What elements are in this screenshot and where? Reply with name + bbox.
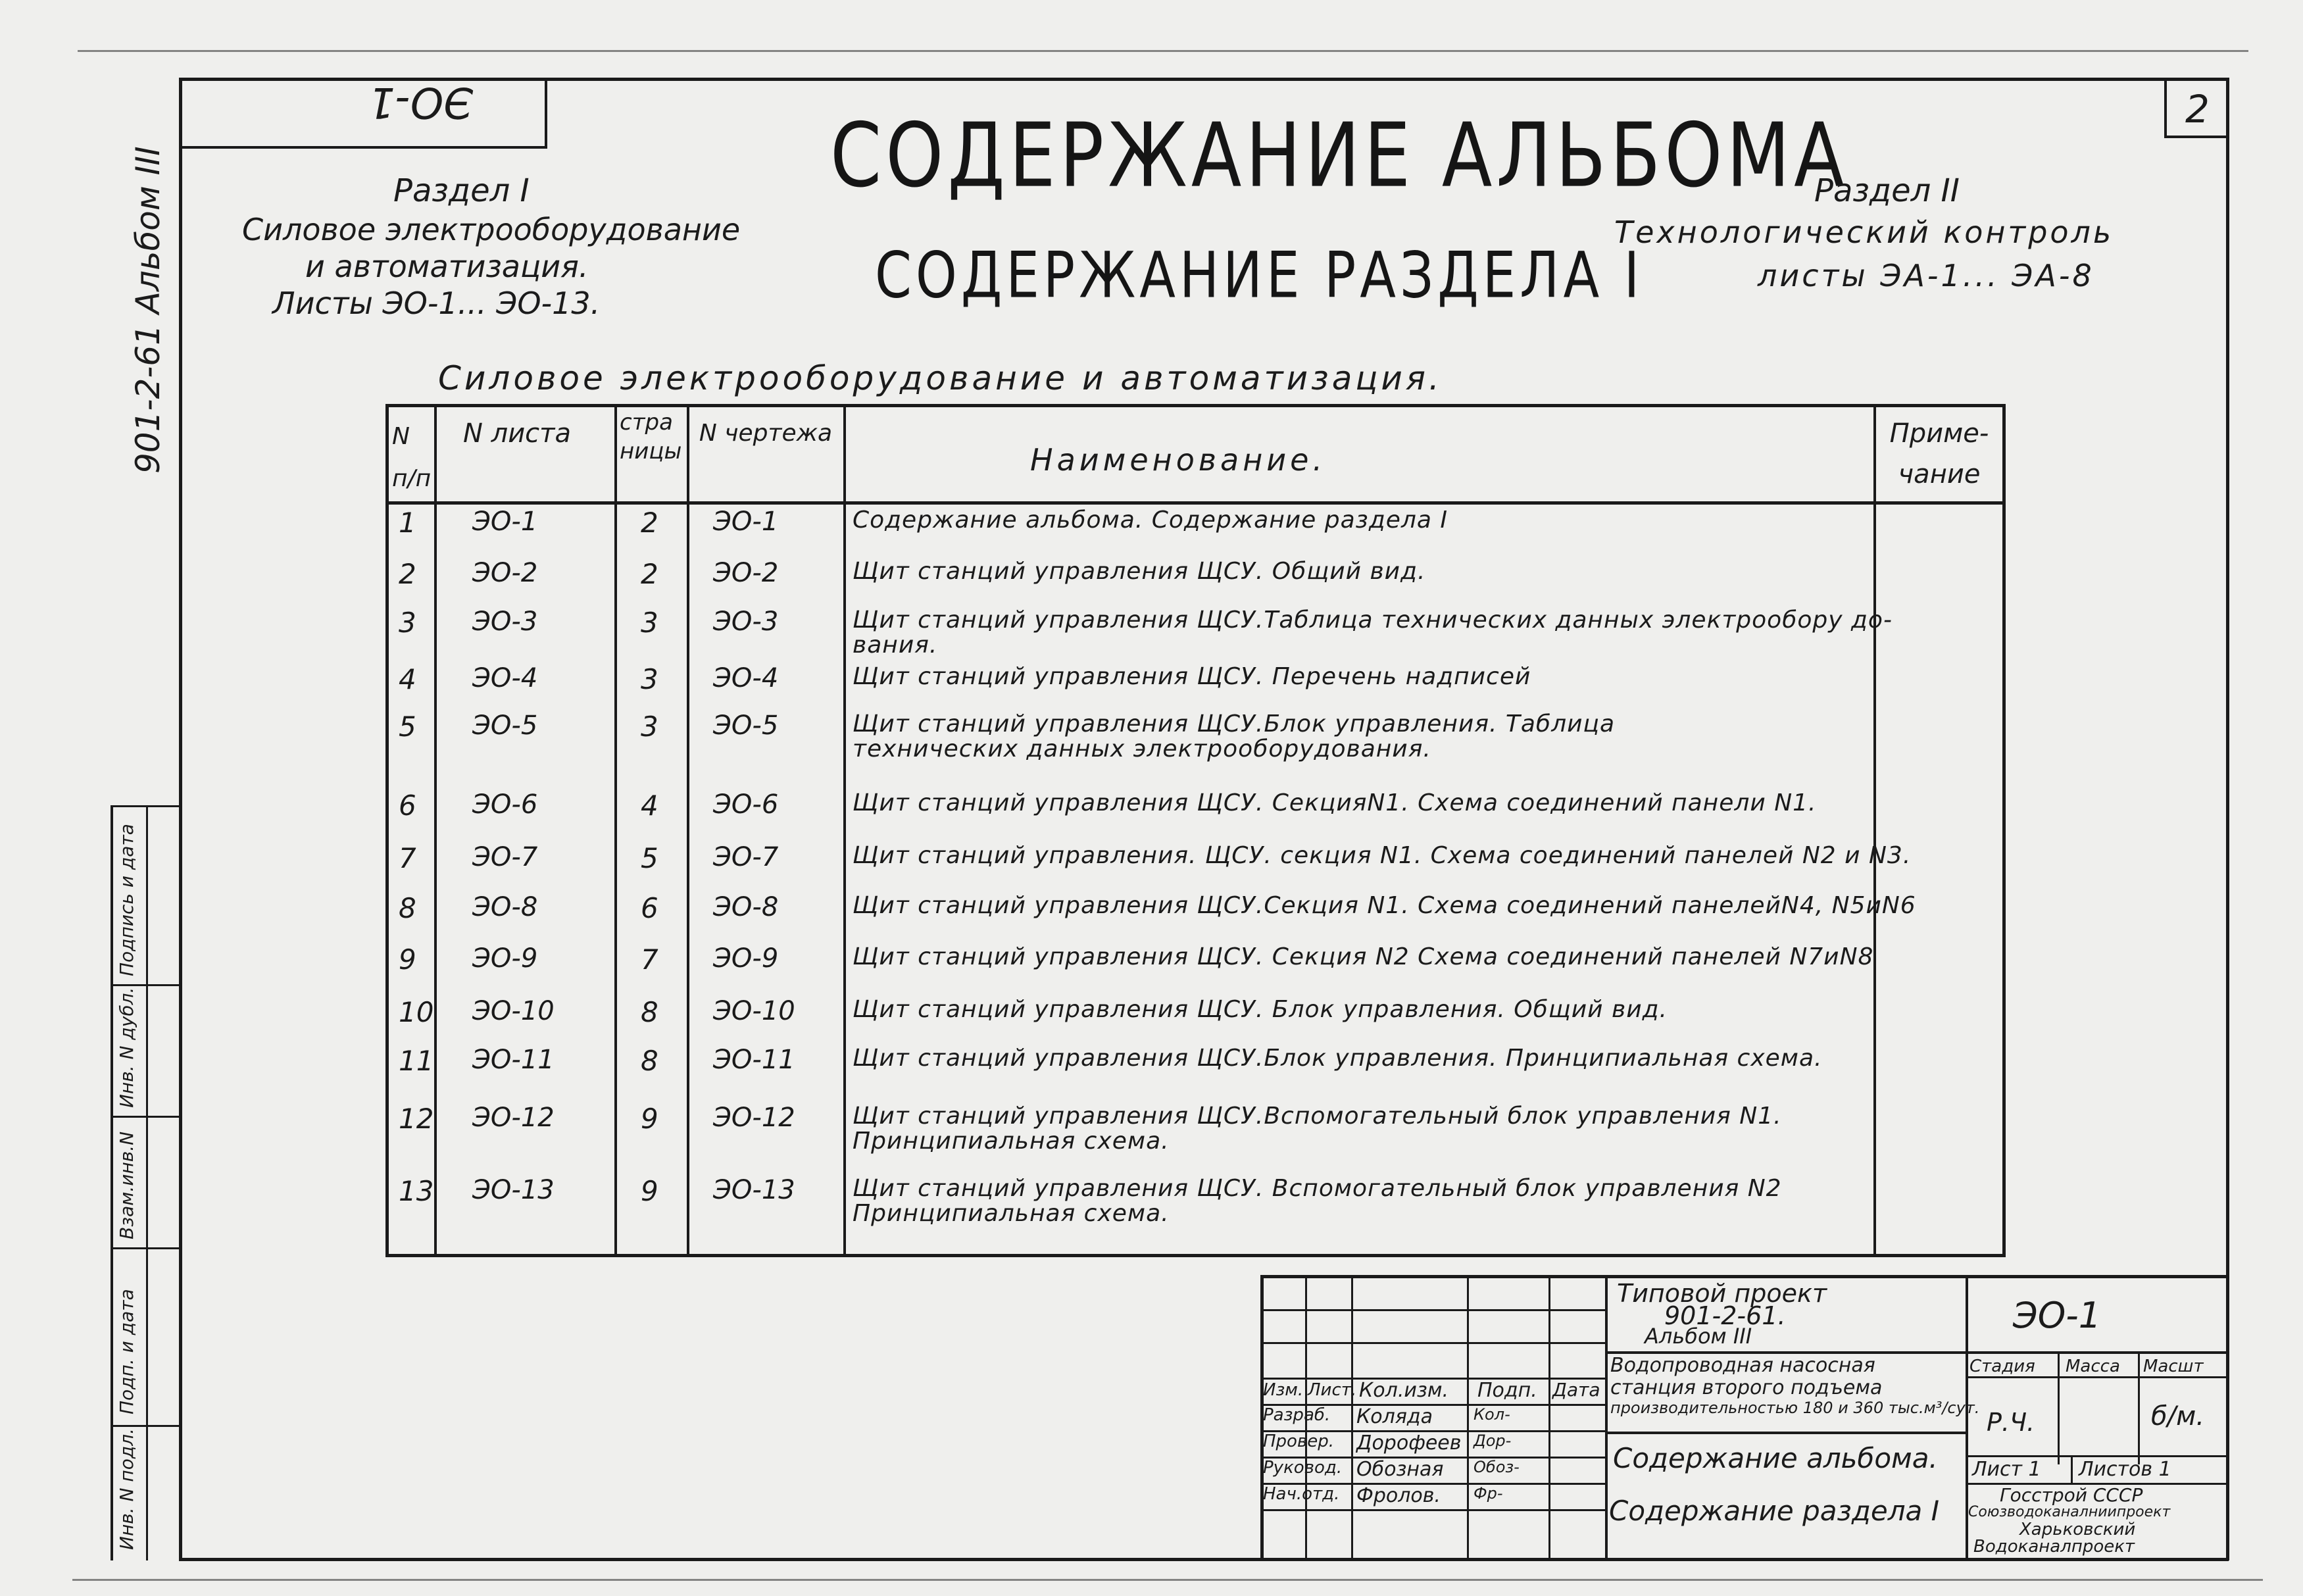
row-drawing: ЭО-2 <box>713 558 779 588</box>
row-name-line: Щит станций управления ЩСУ. Перечень надписей <box>853 663 1531 690</box>
table-col-4 <box>843 404 846 1257</box>
row-number: 13 <box>399 1175 434 1207</box>
tb-person-name: Фролов. <box>1356 1484 1441 1507</box>
tb-org-1: Госстрой СССР <box>2000 1484 2143 1506</box>
row-number: 11 <box>399 1045 434 1077</box>
row-sheet: ЭО-7 <box>472 842 538 872</box>
row-number: 6 <box>399 789 416 822</box>
table-header-bottom <box>385 501 2005 505</box>
tb-person-sign: Дор- <box>1473 1432 1512 1450</box>
tb-row-right-3 <box>1966 1376 2229 1378</box>
row-name-line: Щит станций управления ЩСУ.Секция N1. Схема соединений панелейN4, N5иN6 <box>853 892 1916 919</box>
tb-person-name: Коляда <box>1356 1405 1433 1428</box>
tb-col-g <box>2058 1353 2060 1464</box>
tb-row-1 <box>1260 1309 1606 1311</box>
frame-top <box>179 78 2229 81</box>
section2-line1: Технологический контроль <box>1614 214 2114 250</box>
tb-doc-name-1: Содержание альбома. <box>1613 1442 1938 1474</box>
tb-col-list: Лист. <box>1308 1380 1357 1400</box>
row-drawing: ЭО-11 <box>713 1045 795 1075</box>
table-col-2 <box>614 404 617 1257</box>
stamp-podp-data: Подп. и дата <box>116 1289 137 1414</box>
tb-project-2: 901-2-61. <box>1664 1301 1786 1330</box>
tb-org-3: Харьковский <box>2019 1520 2136 1539</box>
tb-person-role: Руковод. <box>1263 1458 1343 1478</box>
tb-scale-header: Масшт <box>2143 1357 2204 1376</box>
header-sheet: N листа <box>462 418 571 449</box>
tb-mass-header: Масса <box>2066 1357 2120 1376</box>
table-caption: Силовое электрооборудование и автоматизация. <box>438 359 1443 397</box>
row-page: 9 <box>641 1103 658 1135</box>
header-drawing: N чертежа <box>699 420 833 447</box>
section2-line2: листы ЭА-1... ЭА-8 <box>1758 258 2094 293</box>
row-name-line: Щит станций управления ЩСУ. СекцияN1. Схема соединений панели N1. <box>853 789 1817 816</box>
tb-person-name: Обозная <box>1356 1458 1444 1481</box>
margin-album-text: 901-2-61 Альбом III <box>129 146 167 474</box>
row-sheet: ЭО-2 <box>472 558 538 588</box>
tb-top <box>1260 1275 2229 1278</box>
tb-person-role: Провер. <box>1263 1432 1335 1451</box>
frame-left <box>179 78 182 1560</box>
row-drawing: ЭО-13 <box>713 1175 795 1205</box>
header-page: стра ницы <box>620 409 682 464</box>
tb-col-c <box>1467 1275 1469 1560</box>
table-bottom <box>385 1254 2005 1257</box>
tb-stage-header: Стадия <box>1969 1357 2035 1376</box>
row-number: 2 <box>399 558 416 590</box>
table-col-1 <box>434 404 437 1257</box>
tb-org-4: Водоканалпроект <box>1973 1537 2135 1557</box>
tb-person-sign: Фр- <box>1473 1484 1503 1503</box>
stamp-div-3 <box>111 1247 180 1249</box>
row-page: 8 <box>641 996 658 1028</box>
stamp-mid <box>146 805 148 1560</box>
row-name-line: Щит станций управления ЩСУ.Таблица технических данных электрообору до- <box>853 607 1893 634</box>
sheet-number-box-bottom <box>2164 136 2229 138</box>
tb-col-h <box>2138 1353 2140 1464</box>
row-number: 7 <box>399 842 416 874</box>
tb-col-b <box>1351 1275 1353 1560</box>
row-sheet: ЭО-6 <box>472 789 538 820</box>
row-name-line: Щит станций управления ЩСУ.Блок управления. Таблица <box>853 711 1616 737</box>
tb-row-8 <box>1260 1509 1606 1511</box>
stamp-div-4 <box>111 1425 180 1427</box>
row-name-line: Щит станций управления. ЩСУ. секция N1. Схема соединений панелей N2 и N3. <box>853 842 1912 869</box>
row-name-line: Принципиальная схема. <box>853 1128 1170 1155</box>
row-drawing: ЭО-7 <box>713 842 779 872</box>
sheet-bottom-edge <box>72 1579 2263 1581</box>
sheet-number: 2 <box>2185 87 2210 132</box>
row-number: 1 <box>399 507 416 539</box>
row-name-line: Щит станций управления ЩСУ. Блок управления. Общий вид. <box>853 996 1668 1023</box>
stamp-div-1 <box>111 984 180 986</box>
section2-heading: Раздел II <box>1814 172 1960 209</box>
stamp-podpis-data: Подпись и дата <box>116 824 137 976</box>
table-col-6 <box>2002 404 2006 1257</box>
row-page: 9 <box>641 1175 658 1207</box>
row-drawing: ЭО-4 <box>713 663 779 693</box>
row-name-line: Щит станций управления ЩСУ. Вспомогательный блок управления N2 <box>853 1175 1782 1202</box>
tb-project-3: Альбом III <box>1645 1324 1752 1349</box>
row-sheet: ЭО-9 <box>472 943 538 974</box>
row-page: 2 <box>641 507 658 539</box>
row-number: 9 <box>399 943 416 976</box>
tb-doc-name-2: Содержание раздела I <box>1609 1495 1940 1527</box>
frame-right <box>2226 78 2229 1560</box>
tb-sheets-label: Листов 1 <box>2079 1458 2171 1481</box>
row-number: 4 <box>399 663 416 695</box>
tb-code: ЭО-1 <box>2013 1295 2102 1336</box>
row-drawing: ЭО-9 <box>713 943 779 974</box>
row-number: 8 <box>399 892 416 924</box>
row-page: 3 <box>641 711 658 743</box>
row-number: 12 <box>399 1103 434 1135</box>
row-drawing: ЭО-12 <box>713 1103 795 1133</box>
row-name-line: Щит станций управления ЩСУ.Вспомогательный блок управления N1. <box>853 1103 1782 1130</box>
section1-line1: Силовое электрооборудование <box>242 212 741 247</box>
row-name-line: вания. <box>853 632 938 659</box>
row-sheet: ЭО-8 <box>472 892 538 922</box>
code-box-right <box>545 78 547 149</box>
tb-col-kol: Кол.изм. <box>1359 1379 1449 1402</box>
sheet-number-box-left <box>2164 78 2167 138</box>
tb-person-name: Дорофеев <box>1356 1432 1462 1455</box>
row-page: 4 <box>641 789 658 822</box>
tb-col-data: Дата <box>1552 1379 1600 1401</box>
sheet-top-edge <box>78 50 2248 52</box>
tb-col-izm: Изм. <box>1263 1380 1304 1400</box>
table-col-3 <box>687 404 689 1257</box>
row-page: 2 <box>641 558 658 590</box>
tb-object-2: станция второго подъема <box>1610 1376 1883 1399</box>
row-page: 3 <box>641 663 658 695</box>
code-box-text: ЭО-1 <box>368 78 473 126</box>
table-col-0 <box>385 404 389 1257</box>
frame-bottom <box>179 1558 2229 1561</box>
tb-col-i <box>2071 1455 2073 1483</box>
tb-col-d <box>1548 1275 1550 1560</box>
row-name-line: технических данных электрооборудования. <box>853 736 1431 762</box>
tb-col-e <box>1605 1275 1608 1560</box>
row-drawing: ЭО-8 <box>713 892 779 922</box>
row-number: 3 <box>399 607 416 639</box>
tb-stage: Р.Ч. <box>1987 1408 2035 1437</box>
stamp-inv-dubl: Инв. N дубл. <box>116 987 137 1108</box>
section1-line2: и автоматизация. <box>305 249 589 284</box>
row-name-line: Щит станций управления ЩСУ. Общий вид. <box>853 558 1426 585</box>
stamp-left <box>111 805 113 1560</box>
row-drawing: ЭО-10 <box>713 996 795 1026</box>
tb-org-2: Союзводоканалниипроект <box>1968 1504 2171 1520</box>
tb-project-1: Типовой проект <box>1617 1279 1827 1308</box>
tb-person-role: Нач.отд. <box>1263 1484 1340 1504</box>
row-name-line: Принципиальная схема. <box>853 1200 1170 1227</box>
stamp-div-2 <box>111 1116 180 1118</box>
section1-heading: Раздел I <box>393 172 530 209</box>
row-sheet: ЭО-3 <box>472 607 538 637</box>
row-sheet: ЭО-12 <box>472 1103 555 1133</box>
stamp-vzam-inv: Взам.инв.N <box>116 1131 137 1239</box>
row-sheet: ЭО-4 <box>472 663 538 693</box>
page-subtitle: СОДЕРЖАНИЕ РАЗДЕЛА I <box>875 238 1644 312</box>
row-number: 10 <box>399 996 434 1028</box>
page-title: СОДЕРЖАНИЕ АЛЬБОМА <box>830 105 1848 207</box>
tb-person-sign: Обоз- <box>1473 1458 1520 1476</box>
stamp-inv-podl: Инв. N подл. <box>116 1428 137 1550</box>
tb-row-2 <box>1260 1342 1606 1344</box>
row-name-line: Щит станций управления ЩСУ.Блок управления. Принципиальная схема. <box>853 1045 1823 1072</box>
row-sheet: ЭО-13 <box>472 1175 555 1205</box>
tb-object-3: производительностью 180 и 360 тыс.м³/сут. <box>1610 1399 1980 1417</box>
tb-row-right-2 <box>1605 1432 1966 1434</box>
row-drawing: ЭО-3 <box>713 607 779 637</box>
tb-sheet-label: Лист 1 <box>1972 1458 2041 1481</box>
code-box-bottom <box>179 146 547 149</box>
row-sheet: ЭО-5 <box>472 711 538 741</box>
row-drawing: ЭО-5 <box>713 711 779 741</box>
row-name-line: Щит станций управления ЩСУ. Секция N2 Схема соединений панелей N7иN8 <box>853 943 1874 970</box>
tb-col-podp: Подп. <box>1477 1379 1537 1402</box>
row-page: 6 <box>641 892 658 924</box>
table-col-5 <box>1873 404 1876 1257</box>
stamp-top <box>111 805 180 807</box>
tb-person-role: Разраб. <box>1263 1405 1331 1425</box>
section1-line3: Листы ЭО-1... ЭО-13. <box>272 286 601 321</box>
table-top <box>385 404 2005 407</box>
tb-row-right-4 <box>1966 1455 2229 1457</box>
row-sheet: ЭО-1 <box>472 507 538 537</box>
row-number: 5 <box>399 711 416 743</box>
row-sheet: ЭО-10 <box>472 996 555 1026</box>
tb-scale: б/м. <box>2151 1401 2205 1432</box>
header-num: N п/п <box>392 423 432 492</box>
row-page: 5 <box>641 842 658 874</box>
row-drawing: ЭО-1 <box>713 507 779 537</box>
row-sheet: ЭО-11 <box>472 1045 555 1075</box>
row-page: 8 <box>641 1045 658 1077</box>
tb-object-1: Водопроводная насосная <box>1610 1354 1875 1377</box>
row-page: 3 <box>641 607 658 639</box>
header-note: Приме- чание <box>1889 418 1989 489</box>
header-name: Наименование. <box>1030 442 1327 478</box>
row-drawing: ЭО-6 <box>713 789 779 820</box>
row-name-line: Содержание альбома. Содержание раздела I <box>853 507 1448 534</box>
row-page: 7 <box>641 943 658 976</box>
tb-person-sign: Кол- <box>1473 1405 1510 1424</box>
